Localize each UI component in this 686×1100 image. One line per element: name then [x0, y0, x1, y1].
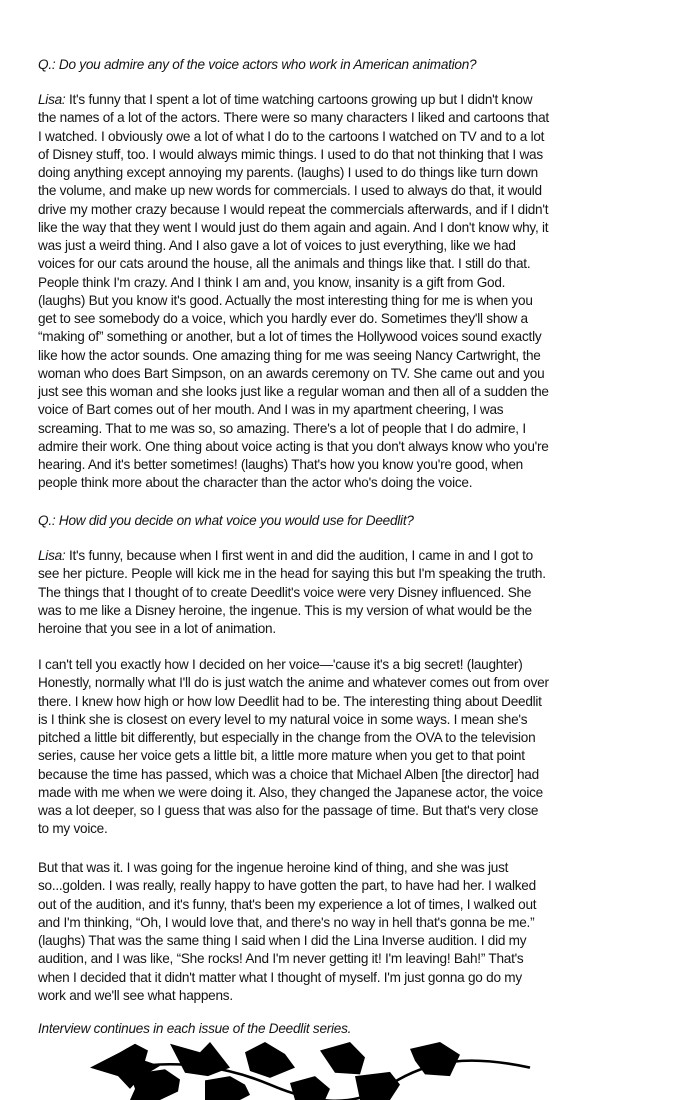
line-text: (laughs) But you know it's good. Actually the most interesting thing for me is when you — [38, 292, 533, 308]
text-line — [38, 877, 536, 895]
text-line — [38, 620, 546, 638]
line-text: People think I'm crazy. And I think I am and, you know, insanity is a gift from God. — [38, 274, 506, 290]
line-text: screaming. That to me was so, so amazing. There's a lot of people that I do admire, I — [38, 420, 526, 436]
text-line — [38, 365, 549, 383]
line-text: like the way that they went I would just do them again and again. And I don't know why, it — [38, 219, 549, 235]
closing-note: Interview continues in each issue of the Deedlit series. — [38, 1021, 352, 1036]
line-text: because the time has passed, which was a choice that Michael Alben [the director] had — [38, 766, 539, 782]
line-text: people think more about the character than the actor who's doing the voice. — [38, 475, 473, 491]
text-line — [38, 109, 549, 127]
line-text: voices for our cats around the house, all the animals and things like that. I still do that. — [38, 256, 531, 272]
text-line — [38, 347, 549, 365]
text-line — [38, 274, 549, 292]
text-line — [38, 969, 536, 987]
answer-4 — [38, 859, 536, 1005]
text-line — [38, 950, 536, 968]
line-text: and I'm thinking, “Oh, I would love that, and there's no way in hell that's gonna be me.” — [38, 914, 535, 930]
line-text: was to me like a Disney heroine, the ingenue. This is my version of what would be the — [38, 602, 532, 618]
answer-1 — [38, 91, 549, 493]
line-text: when I decided that it didn't matter what I thought of myself. I'm just gonna go do my — [38, 969, 522, 985]
line-text: (laughs) That was the same thing I said when I did the Lina Inverse audition. I did my — [38, 933, 527, 948]
line-text: hearing. And it's better sometimes! (laughs) That's how you know you're good, when — [38, 457, 523, 472]
text-line — [38, 802, 549, 820]
text-line — [38, 438, 549, 456]
leaf — [245, 1042, 295, 1078]
speaker-label: Lisa: — [38, 92, 66, 107]
text-line — [38, 729, 549, 747]
text-line — [38, 237, 549, 255]
text-line — [38, 182, 549, 200]
line-text: just see this woman and she looks just like a regular woman and then all of a sudden the — [38, 384, 549, 399]
text-line — [38, 420, 549, 438]
line-text: woman who does Bart Simpson, on an awards ceremony on TV. She came out and you — [38, 365, 545, 381]
text-line — [38, 932, 536, 950]
text-line — [38, 401, 549, 419]
text-line — [38, 766, 549, 784]
text-line — [38, 859, 536, 877]
line-text: was a lot deeper, so I guess that was also for the passage of time. But that's very close — [38, 803, 539, 818]
text-line — [38, 547, 546, 565]
line-text: Honestly, normally what I'll do is just watch the anime and whatever comes out from over — [38, 675, 549, 691]
line-text: out of the audition, and it's funny, that's been my experience a lot of times, I walked out — [38, 896, 537, 912]
line-text: doing anything except annoying my parents. (laughs) I used to do things like turn down — [38, 165, 538, 180]
text-line — [38, 711, 549, 729]
leaf — [205, 1076, 250, 1100]
text-line — [38, 674, 549, 692]
line-text: heroine that you see in a lot of animation. — [38, 621, 276, 636]
text-line — [38, 784, 549, 802]
text-line — [38, 820, 549, 838]
line-text: But that was it. I was going for the ingenue heroine kind of thing, and she was just — [38, 860, 509, 875]
text-line — [38, 474, 549, 492]
text-line — [38, 255, 549, 273]
text-line — [38, 656, 549, 674]
text-line — [38, 565, 546, 583]
line-text: the volume, and make up new words for commercials. I used to always do that, it would — [38, 183, 542, 199]
ivy-vine-ornament — [90, 1042, 590, 1100]
text-line — [38, 602, 546, 620]
text-line — [38, 164, 549, 182]
line-text: The things that I thought of to create Deedlit's voice were very Disney influenced. She — [38, 584, 532, 600]
text-line — [38, 383, 549, 401]
line-text: drive my mother crazy because I would repeat the commercials afterwards, and if I didn't — [38, 201, 549, 217]
line-text: the names of a lot of the actors. There were so many characters I liked and cartoons that — [38, 110, 549, 126]
line-text: there. I knew how high or how low Deedlit had to be. The interesting thing about Deedlit — [38, 693, 542, 709]
text-line — [38, 987, 536, 1005]
line-text: “making of” something or another, but a lot of times the Hollywood voices sound exactly — [38, 329, 542, 345]
line-text: It's funny, because when I first went in and did the audition, I came in and I got to — [65, 548, 533, 563]
text-line — [38, 896, 536, 914]
leaf — [130, 1069, 180, 1100]
question-1: Q.: Do you admire any of the voice actors who work in American animation? — [38, 57, 477, 72]
text-line — [38, 146, 549, 164]
line-text: get to see somebody do a voice, which you hardly ever do. Sometimes they'll show a — [38, 311, 528, 326]
text-line — [38, 747, 549, 765]
line-text: like how the actor sounds. One amazing thing for me was seeing Nancy Cartwright, the — [38, 347, 541, 363]
line-text: I can't tell you exactly how I decided on her voice—'cause it's a big secret! (laughter) — [38, 657, 523, 672]
line-text: see her picture. People will kick me in the head for saying this but I'm speaking the truth. — [38, 566, 546, 582]
text-line — [38, 219, 549, 237]
text-line — [38, 310, 549, 328]
answer-2 — [38, 547, 546, 638]
speaker-label: Lisa: — [38, 548, 66, 563]
line-text: was just a weird thing. And I also gave a lot of voices to just everything, like we had — [38, 238, 516, 253]
text-line — [38, 128, 549, 146]
line-text: admire their work. One thing about voice acting is that you don't always know who you're — [38, 438, 549, 454]
answer-3 — [38, 656, 549, 839]
text-line — [38, 201, 549, 219]
line-text: made with me when we were doing it. Also, they changed the Japanese actor, the voice — [38, 784, 543, 800]
leaf — [290, 1076, 330, 1100]
leaf — [355, 1072, 400, 1100]
text-line — [38, 292, 549, 310]
line-text: audition, and I was like, “She rocks! And I'm never getting it! I'm leaving! Bah!” That's — [38, 951, 524, 967]
text-line — [38, 456, 549, 474]
text-line — [38, 914, 536, 932]
line-text: is I think she is closest on every level to my natural voice in some ways. I mean she's — [38, 711, 528, 727]
text-line — [38, 91, 549, 109]
line-text: I watched. I obviously owe a lot of what I do to the cartoons I watched on TV and to a lot — [38, 128, 545, 144]
line-text: work and we'll see what happens. — [38, 987, 233, 1003]
line-text: so...golden. I was really, really happy to have gotten the part, to have had her. I walked — [38, 878, 536, 894]
line-text: to my voice. — [38, 821, 108, 837]
leaf — [170, 1042, 230, 1076]
line-text: of Disney stuff, too. I would always mimic things. I used to do that not thinking that I was — [38, 146, 543, 162]
line-text: pitched a little bit differently, but especially in the change from the OVA to the television — [38, 730, 536, 745]
question-2: Q.: How did you decide on what voice you would use for Deedlit? — [38, 513, 414, 528]
line-text: voice of Bart comes out of her mouth. And I was in my apartment cheering, I was — [38, 402, 504, 418]
text-line — [38, 693, 549, 711]
leaf — [320, 1042, 365, 1074]
text-line — [38, 328, 549, 346]
line-text: series, cause her voice gets a little bit, a little more mature when you get to that point — [38, 748, 525, 764]
line-text: It's funny that I spent a lot of time watching cartoons growing up but I didn't know — [65, 92, 533, 107]
text-line — [38, 584, 546, 602]
